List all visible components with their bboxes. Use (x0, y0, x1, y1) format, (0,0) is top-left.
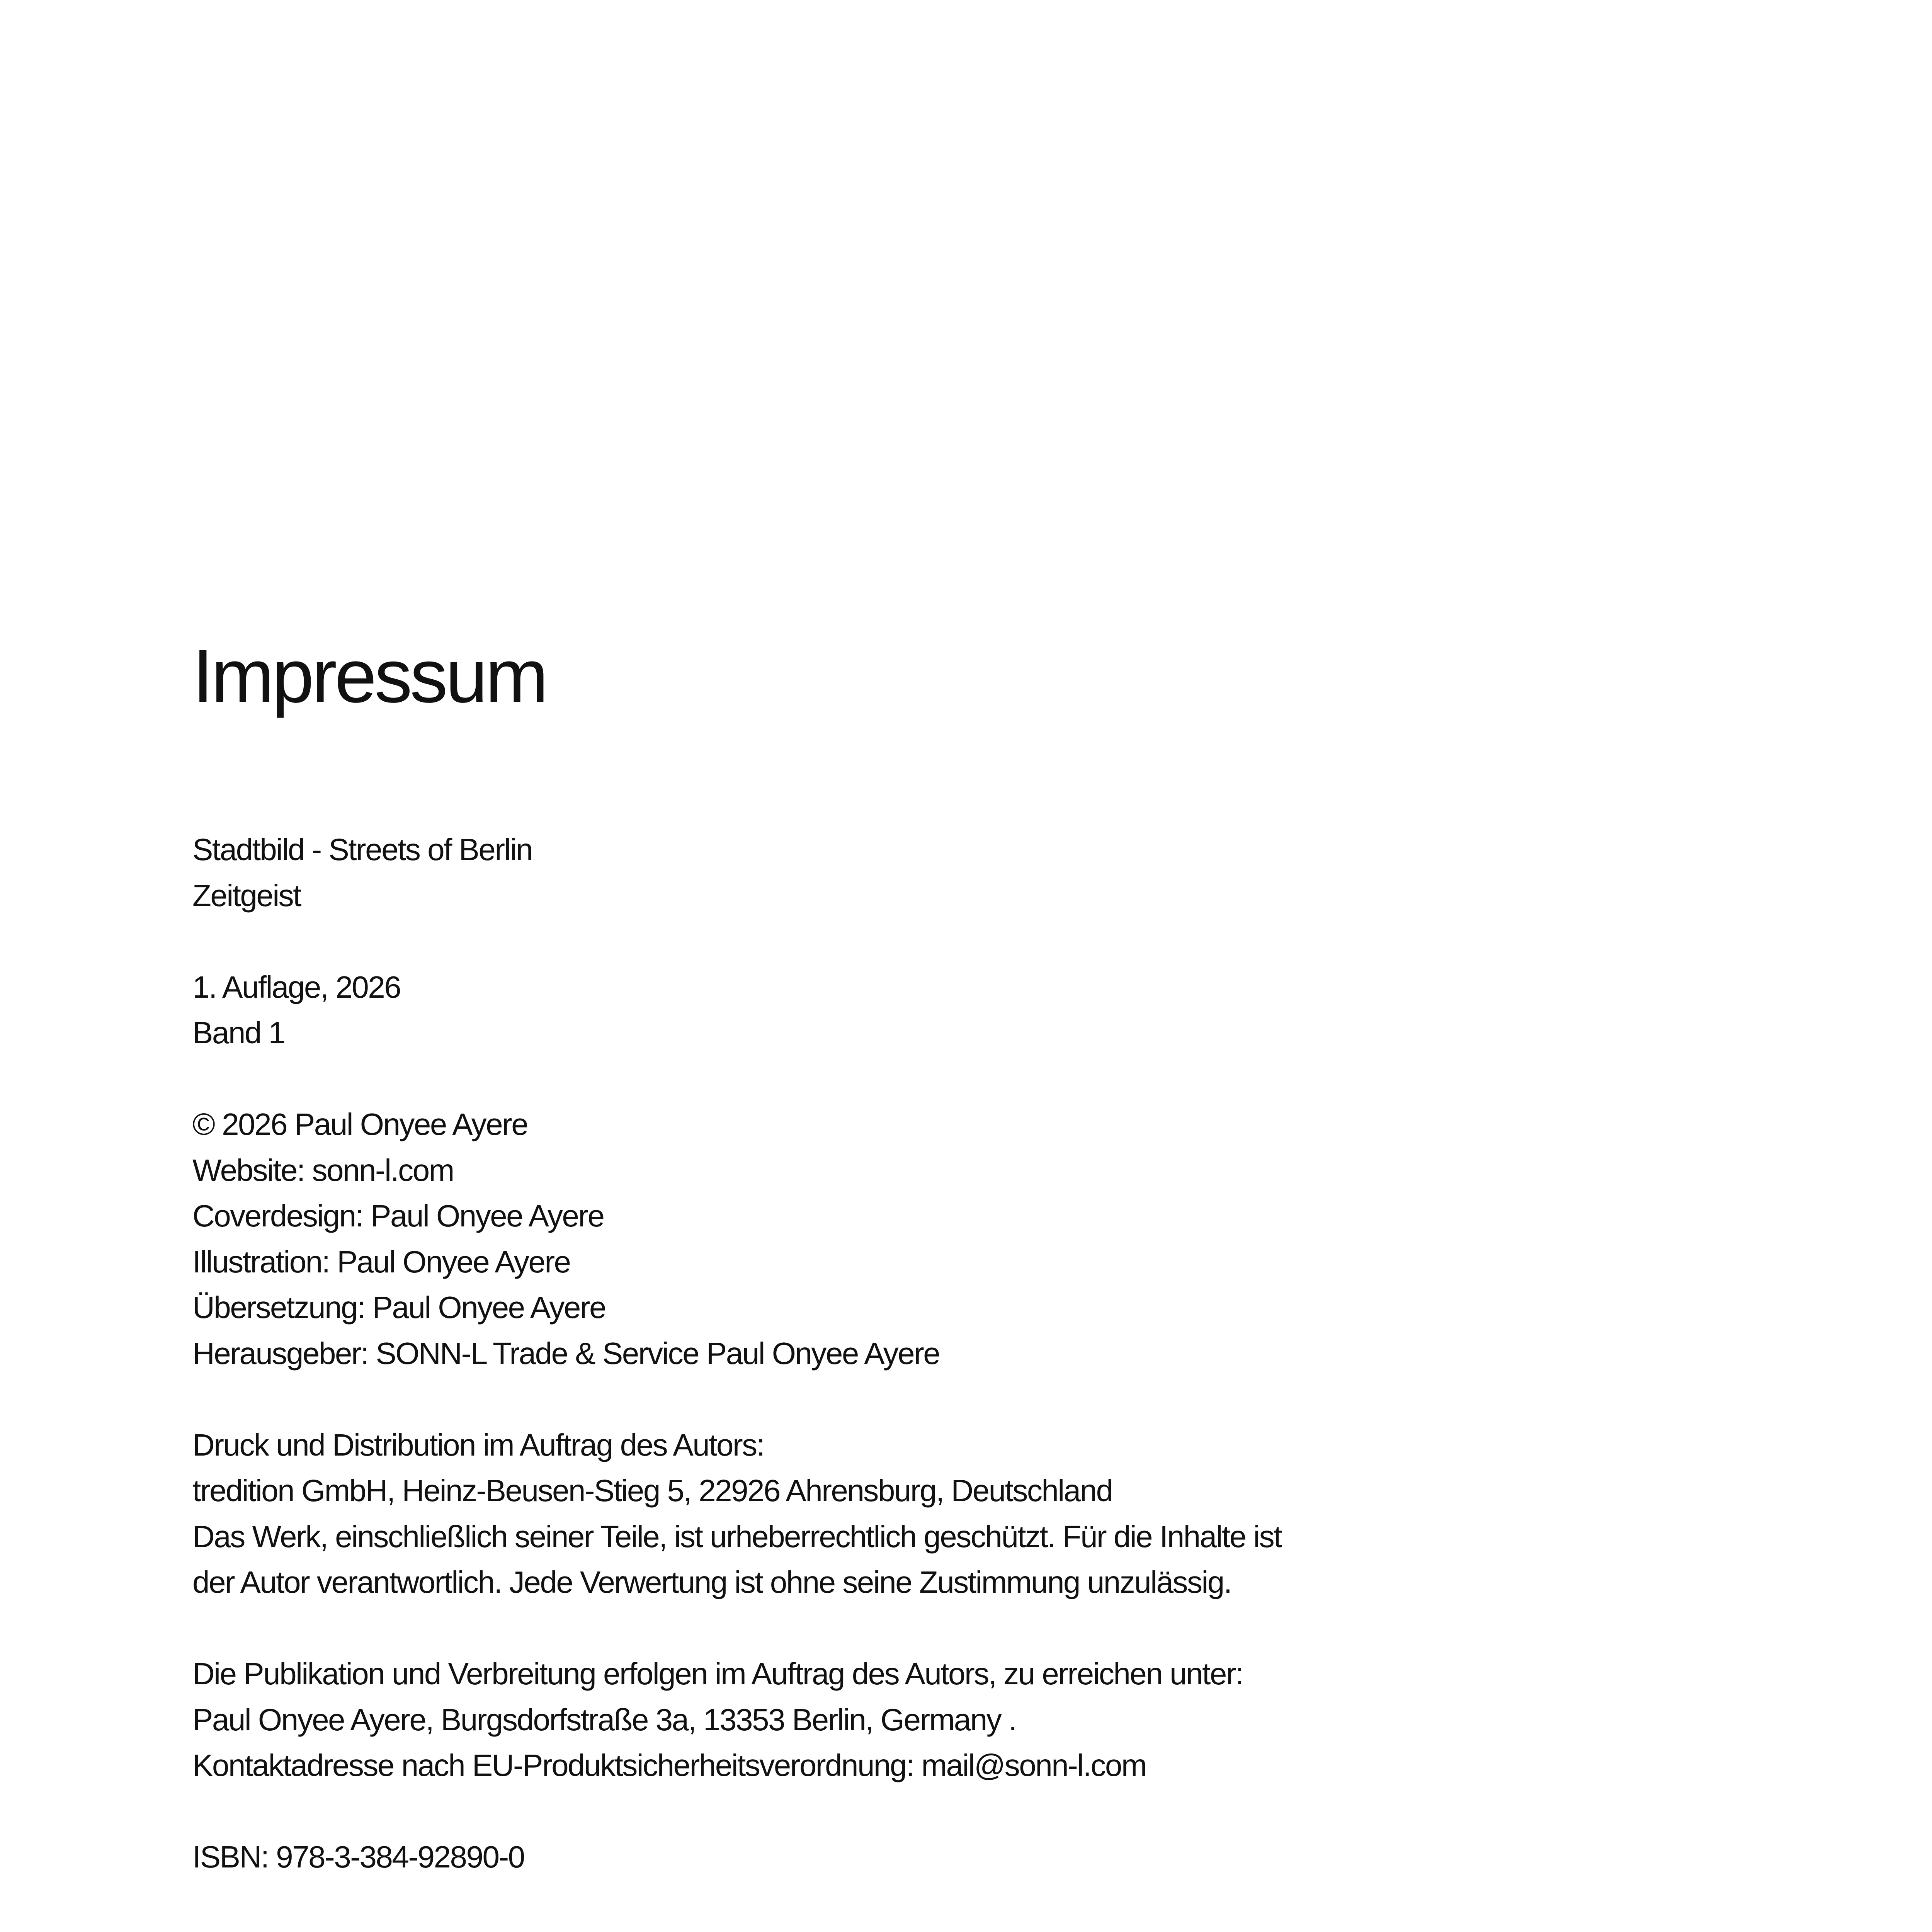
imprint-body (192, 827, 1815, 1880)
book-title: Stadtbild - Streets of Berlin (192, 832, 532, 867)
spacer (192, 1605, 1815, 1651)
copyright-notice-line-2: der Autor verantwortlich. Jede Verwertung ist ohne seine Zustimmung unzulässig. (192, 1565, 1231, 1599)
spacer (192, 1789, 1815, 1835)
edition-line: 1. Auflage, 2026 (192, 969, 401, 1004)
publisher-line: Herausgeber: SONN-L Trade & Service Paul Onyee Ayere (192, 1336, 940, 1371)
website-line: Website: sonn-l.com (192, 1153, 454, 1187)
imprint-content (192, 630, 1815, 1880)
copyright-line: © 2026 Paul Onyee Ayere (192, 1107, 528, 1141)
copyright-notice-line: Das Werk, einschließlich seiner Teile, ist urheberrechtlich geschützt. Für die Inhalte ist (192, 1519, 1281, 1554)
page-title: Impressum (192, 634, 546, 718)
illustration-line: Illustration: Paul Onyee Ayere (192, 1244, 570, 1279)
book-subtitle: Zeitgeist (192, 878, 301, 913)
publication-line: Die Publikation und Verbreitung erfolgen im Auftrag des Autors, zu erreichen unter: (192, 1656, 1243, 1691)
translation-line: Übersetzung: Paul Onyee Ayere (192, 1290, 605, 1325)
spacer (192, 1376, 1815, 1422)
author-address-line: Paul Onyee Ayere, Burgsdorfstraße 3a, 13353 Berlin, Germany . (192, 1702, 1016, 1737)
print-distribution-line: Druck und Distribution im Auftrag des Autors: (192, 1427, 764, 1462)
spacer (192, 918, 1815, 964)
printer-address-line: tredition GmbH, Heinz-Beusen-Stieg 5, 22926 Ahrensburg, Deutschland (192, 1473, 1112, 1508)
coverdesign-line: Coverdesign: Paul Onyee Ayere (192, 1199, 604, 1233)
volume-line: Band 1 (192, 1015, 285, 1050)
spacer (192, 1056, 1815, 1102)
contact-address-line: Kontaktadresse nach EU-Produktsicherheitsverordnung: mail@sonn-l.com (192, 1748, 1146, 1782)
isbn-line: ISBN: 978-3-384-92890-0 (192, 1840, 524, 1874)
